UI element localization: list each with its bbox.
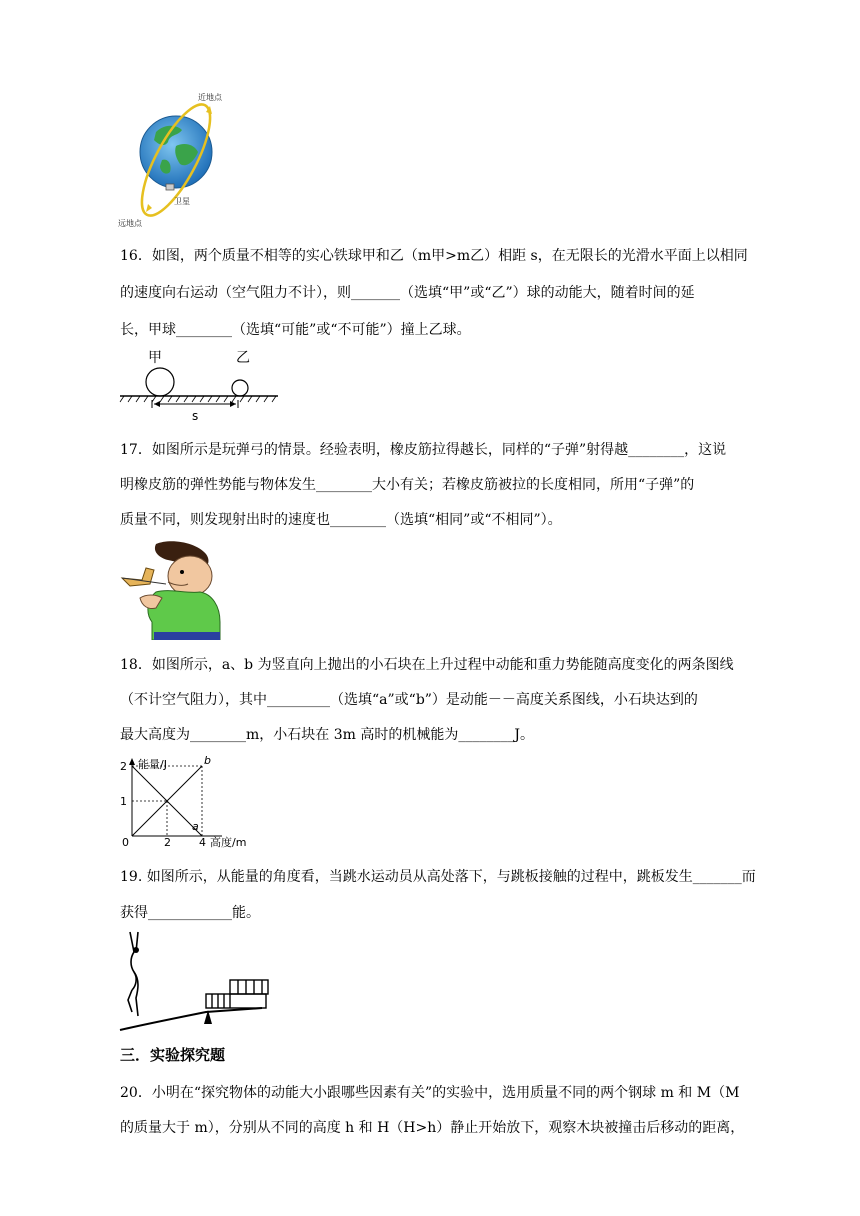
q17-line1: 17．如图所示是玩弹弓的情景。经验表明，橡皮筋拉得越长，同样的“子弹”射得越________，这说 <box>120 442 727 458</box>
distance-label: s <box>192 409 199 422</box>
q20-line1: 20．小明在“探究物体的动能大小跟哪些因素有关”的实验中，选用质量不同的两个钢球 m 和 M（M <box>120 1085 740 1101</box>
diving-figure <box>116 928 272 1036</box>
q18-line1: 18．如图所示，a、b 为竖直向上抛出的小石块在上升过程中动能和重力势能随高度变化的两条图线 <box>120 657 734 673</box>
q18-line3: 最大高度为________m，小石块在 3m 高时的机械能为________J。 <box>120 727 534 743</box>
q18-line2: （不计空气阻力），其中_________（选填“a”或“b”）是动能－－高度关系图线，小石块达到的 <box>120 692 698 708</box>
satellite-label: 卫星 <box>174 197 190 206</box>
ball-a <box>146 368 174 396</box>
energy-height-chart <box>112 754 264 850</box>
section-heading: 三．实验探究题 <box>120 1046 226 1064</box>
slingshot-figure <box>116 540 230 640</box>
ball-b-label: 乙 <box>236 350 250 366</box>
x-tick-label: 0 <box>122 836 129 849</box>
q16-line1: 16．如图，两个质量不相等的实心铁球甲和乙（m甲>m乙）相距 s，在无限长的光滑水平面上以相同 <box>120 248 748 264</box>
series-label-a: a <box>192 820 199 833</box>
series-label-b: b <box>204 754 211 767</box>
q16-line3: 长，甲球________（选填“可能”或“不可能”）撞上乙球。 <box>120 322 471 338</box>
q19-line1: 19. 如图所示，从能量的角度看，当跳水运动员从高处落下，与跳板接触的过程中，跳板发生_______而 <box>120 869 756 885</box>
x-tick-label: 4 <box>199 836 206 849</box>
diver-icon <box>128 932 138 1016</box>
distance-marker <box>150 400 250 422</box>
ball-b <box>232 380 248 396</box>
satellite-icon <box>166 184 174 190</box>
orbit-figure <box>112 88 232 230</box>
balls-figure <box>118 346 282 404</box>
x-axis-label: 高度/m <box>210 836 247 849</box>
ball-a-label: 甲 <box>148 350 162 366</box>
x-tick-label: 2 <box>164 836 171 849</box>
q17-line3: 质量不同，则发现射出时的速度也________（选填“相同”或“不相同”）。 <box>120 512 562 528</box>
y-tick-label: 2 <box>120 760 127 773</box>
q16-line2: 的速度向右运动（空气阻力不计），则_______（选填“甲”或“乙”）球的动能大，随着时间的延 <box>120 285 695 301</box>
diving-board <box>120 1008 262 1030</box>
q19-line2: 获得____________能。 <box>120 905 260 921</box>
perigee-label: 近地点 <box>198 93 222 102</box>
y-tick-label: 1 <box>120 795 127 808</box>
apogee-label: 远地点 <box>118 219 142 228</box>
q20-line2: 的质量大于 m），分别从不同的高度 h 和 H（H>h）静止开始放下，观察木块被撞击后移动的距离， <box>120 1120 745 1136</box>
y-axis-label: 能量/J <box>138 758 167 771</box>
q17-line2: 明橡皮筋的弹性势能与物体发生________大小有关；若橡皮筋被拉的长度相同，所用“子弹”的 <box>120 477 695 493</box>
